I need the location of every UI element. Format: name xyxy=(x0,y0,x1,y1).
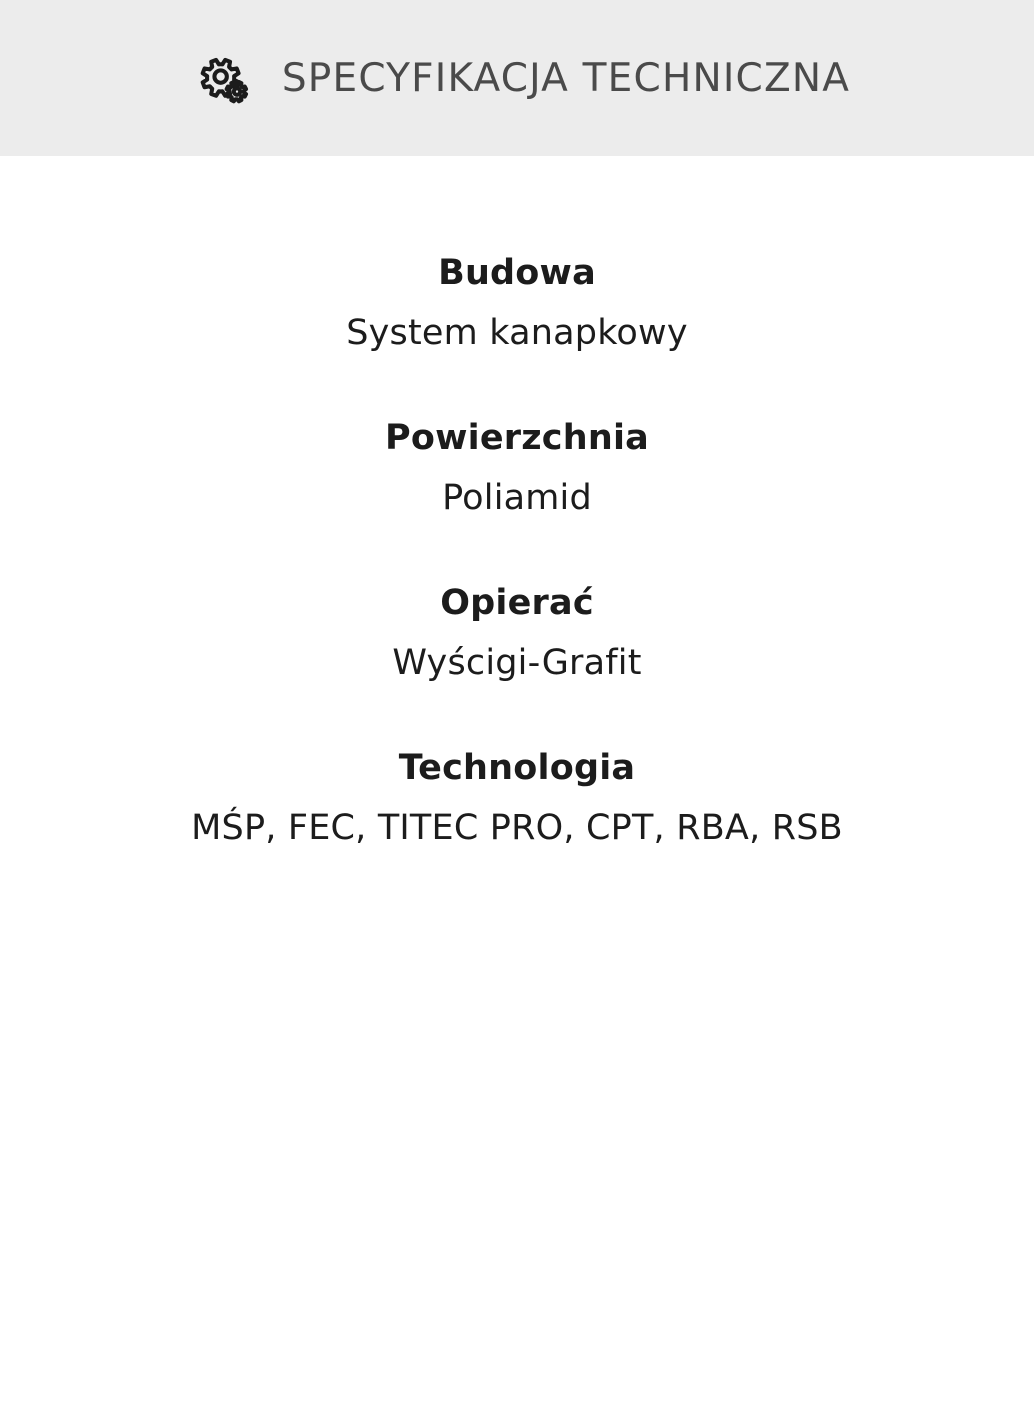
spec-value: System kanapkowy xyxy=(346,312,688,353)
header-bar xyxy=(0,0,1034,156)
list-item xyxy=(0,747,1034,852)
gears-icon xyxy=(194,46,256,110)
spec-value: MŚP, FEC, TITEC PRO, CPT, RBA, RSB xyxy=(191,807,843,848)
spec-label: Budowa xyxy=(438,253,596,293)
spec-label: Technologia xyxy=(398,748,636,788)
spec-value: Poliamid xyxy=(442,477,592,518)
spec-label: Powierzchnia xyxy=(385,418,649,458)
list-item xyxy=(0,252,1034,357)
list-item xyxy=(0,417,1034,522)
header-content xyxy=(194,46,850,110)
spec-value: Wyścigi-Grafit xyxy=(392,642,642,683)
page-title: SPECYFIKACJA TECHNICZNA xyxy=(281,55,851,101)
spec-label: Opierać xyxy=(440,583,594,623)
spec-list xyxy=(0,156,1034,852)
list-item xyxy=(0,582,1034,687)
